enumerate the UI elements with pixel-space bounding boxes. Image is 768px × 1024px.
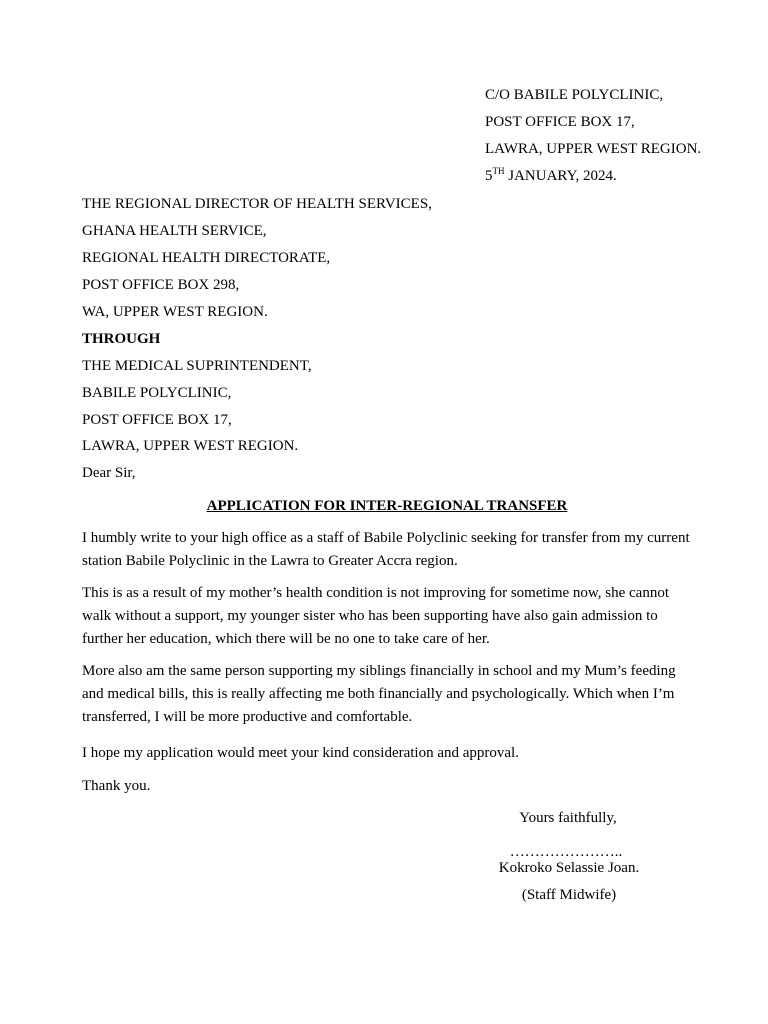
- body-paragraph: This is as a result of my mother’s health condition is not improving for sometime now, she cannot walk without a support, my younger sister who has been supporting have also gain admission to further her education, which there will be no one to take care of her.: [82, 585, 669, 647]
- date-suffix: TH: [492, 166, 505, 176]
- signer-title: (Staff Midwife): [521, 887, 617, 903]
- signer-name: Kokroko Selassie Joan.: [498, 860, 640, 876]
- recipient-address-line: POST OFFICE BOX 298,: [82, 277, 240, 293]
- valediction: Yours faithfully,: [519, 810, 617, 826]
- through-address-line: BABILE POLYCLINIC,: [82, 385, 232, 401]
- recipient-address-line: THE REGIONAL DIRECTOR OF HEALTH SERVICES,: [82, 196, 432, 212]
- date-rest: JANUARY, 2024.: [504, 168, 617, 184]
- recipient-address-line: REGIONAL HEALTH DIRECTORATE,: [82, 250, 331, 266]
- body-paragraph: I hope my application would meet your kind consideration and approval.: [82, 745, 519, 761]
- through-label: THROUGH: [82, 331, 161, 347]
- body-paragraph: Thank you.: [82, 778, 151, 794]
- sender-address-line: C/O BABILE POLYCLINIC,: [485, 87, 664, 103]
- through-address-line: LAWRA, UPPER WEST REGION.: [82, 438, 299, 454]
- letter-date: [485, 167, 617, 185]
- salutation: Dear Sir,: [82, 465, 136, 481]
- letter-subject: APPLICATION FOR INTER-REGIONAL TRANSFER: [206, 498, 568, 514]
- body-paragraph: I humbly write to your high office as a staff of Babile Polyclinic seeking for transfer from my current station Babile Polyclinic in the Lawra to Greater Accra region.: [82, 530, 690, 569]
- recipient-address-line: WA, UPPER WEST REGION.: [82, 304, 268, 320]
- body-paragraph: More also am the same person supporting my siblings financially in school and my Mum’s feeding and medical bills, this is really affecting me both financially and psychologically. Which when I’m transferred, I will be more productive and comfortable.: [82, 663, 676, 725]
- recipient-address-line: GHANA HEALTH SERVICE,: [82, 223, 267, 239]
- through-address-line: THE MEDICAL SUPRINTENDENT,: [82, 358, 312, 374]
- sender-address-line: LAWRA, UPPER WEST REGION.: [485, 141, 702, 157]
- sender-address-line: POST OFFICE BOX 17,: [485, 114, 635, 130]
- through-address-line: POST OFFICE BOX 17,: [82, 412, 232, 428]
- signature-line: …………………..: [509, 844, 623, 860]
- date-day: 5: [485, 168, 493, 184]
